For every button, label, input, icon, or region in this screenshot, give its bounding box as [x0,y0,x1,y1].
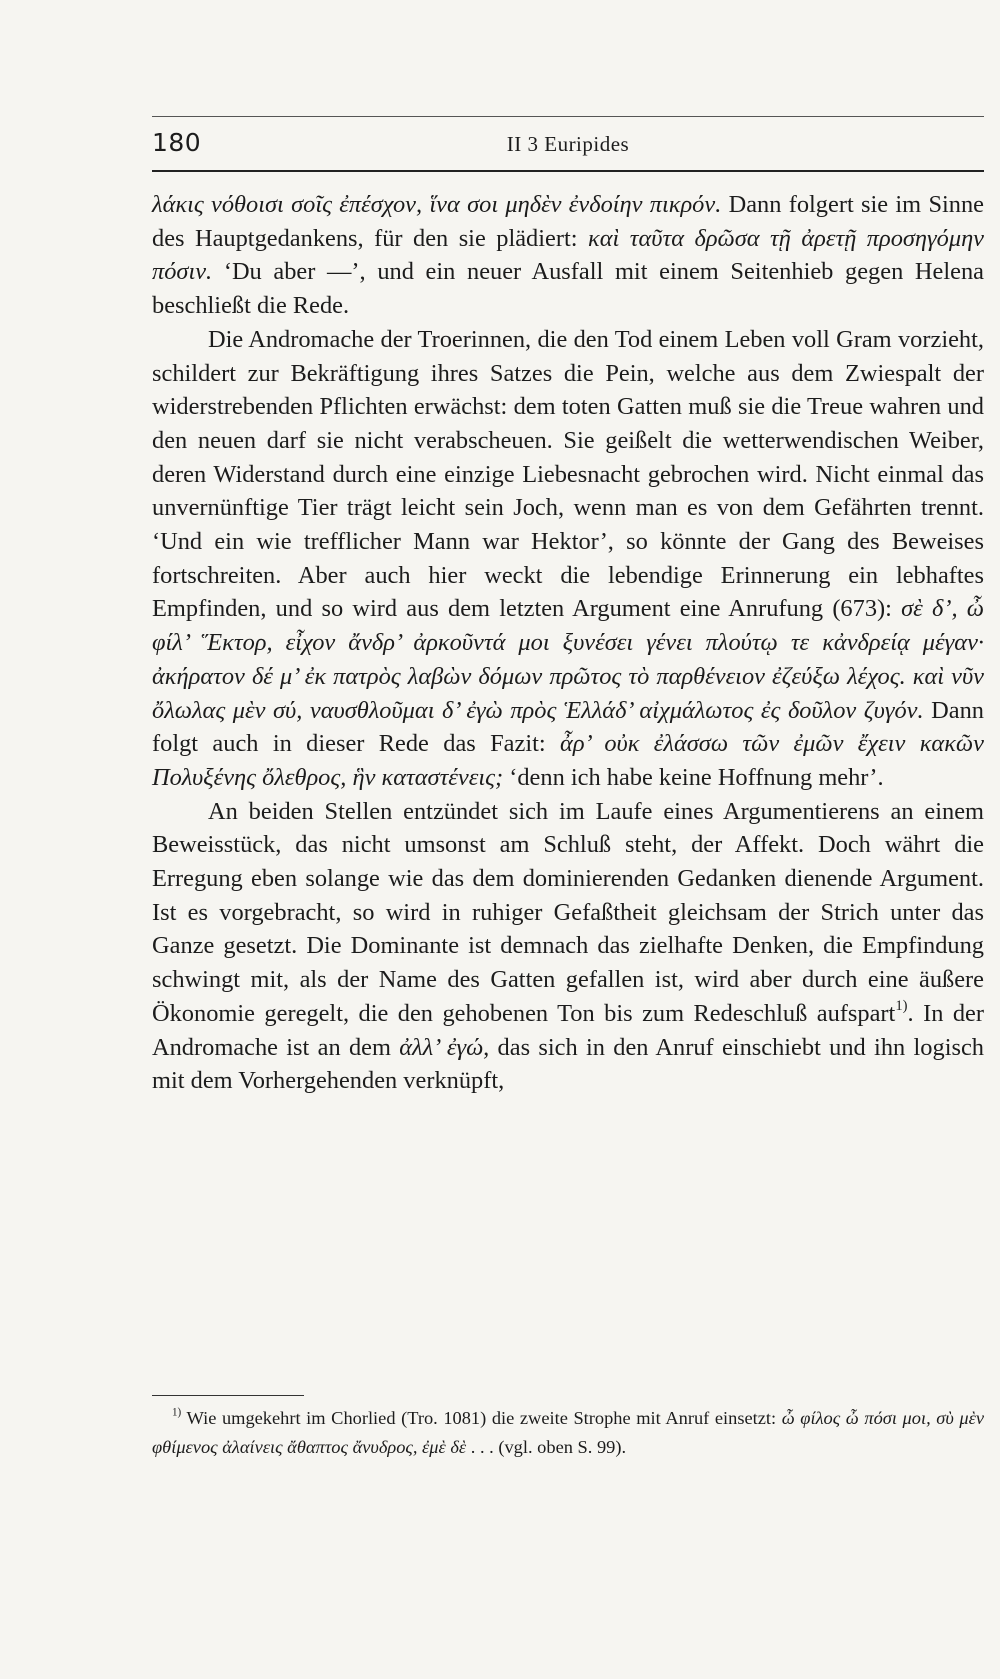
paragraph-2 [152,323,984,795]
text-run: . . . (vgl. oben S. 99). [466,1437,627,1457]
footnote [152,1404,984,1462]
top-rule [152,116,984,117]
footnote-1 [152,1404,984,1462]
greek-quote: σὲ δ’, ὦ φίλ’ Ἕκτορ, εἶχον ἄνδρ’ ἀρκοῦντά μοι ξυνέσει γένει πλούτῳ τε κἀνδρείᾳ μέγαν· ἀκήρατον δέ μ’ ἐκ πατρὸς λαβὼν δόμων πρῶτος τὸ παρθένειον ἐζεύξω λέχος. καὶ νῦν ὄλωλας μὲν σύ, ναυσθλοῦμαι δ’ ἐγὼ πρὸς Ἑλλάδ’ αἰχμάλωτος ἐς δοῦλον ζυγόν. [152,595,984,724]
body-text [152,188,984,1098]
text-run: Dann folgt auch in dieser Rede das Fazit: [152,696,984,758]
text-run: das sich in den Anruf einschiebt und ihn logisch mit dem Vorhergehenden verknüpft, [152,1033,984,1095]
text-run: . In der Andromache ist an dem [152,999,984,1061]
text-run: ‘denn ich habe keine Hoffnung mehr’. [503,763,884,791]
greek-quote: ἀλλ’ ἐγώ, [399,1033,490,1061]
greek-quote: λάκις νόθοισι σοῖς ἐπέσχον, ἵνα σοι μηδὲν ἐνδοίην πικρόν. [152,191,722,218]
text-run: Wie umgekehrt im Chorlied (Tro. 1081) die zweite Strophe mit Anruf einsetzt: [181,1408,782,1428]
paragraph-1 [152,188,984,323]
page-header [152,128,984,168]
greek-quote: καὶ ταῦτα δρῶσα τῇ ἀρετῇ προσηγόμην πόσιν. [152,224,984,286]
footnote-marker: 1) [172,1406,182,1419]
page-number: 180 [152,128,202,157]
greek-quote: ὦ φίλος ὦ πόσι μοι, σὺ μὲν φθίμενος ἀλαίνεις ἄθαπτος ἄνυδρος, ἐμὲ δὲ [152,1408,985,1457]
footnote-rule [152,1395,304,1396]
running-head: II 3 Euripides [506,132,630,156]
header-rule [152,170,984,172]
text-run: An beiden Stellen entzündet sich im Laufe eines Argumentierens an einem Beweisstück, das nicht umsonst am Schluß steht, der Affekt. Doch währt die Erregung eben solange wie das dem dominierenden Gedanken dienende Argument. Ist es vorgebracht, so wird in ruhiger Gefaßtheit gleichsam der Strich unter das Ganze gesetzt. Die Dominante ist demnach das zielhafte Denken, die Empfindung schwingt mit, als der Name des Gatten gefallen ist, wird aber durch eine äußere Ökonomie geregelt, die den gehobenen Ton bis zum Redeschluß aufspart [152,797,984,1027]
paragraph-3 [152,795,984,1098]
footnote-reference[interactable]: 1) [895,997,908,1014]
text-run: ‘Du aber —’, und ein neuer Ausfall mit einem Seitenhieb gegen Helena beschließt die Rede. [152,258,984,320]
text-run: Die Andromache der Troerinnen, die den Tod einem Leben voll Gram vorzieht, schildert zur Bekräftigung ihres Satzes die Pein, welche aus dem Zwiespalt der widerstrebenden Pflichten erwächst: dem toten Gatten muß sie die Treue wahren und den neuen darf sie nicht verabscheuen. Sie geißelt die wetterwendischen Weiber, deren Widerstand durch eine einzige Liebesnacht gebrochen wird. Nicht einmal das unvernünftige Tier trägt leicht sein Joch, wenn man es von dem Gefährten trennt. ‘Und ein wie trefflicher Mann war Hektor’, so könnte der Gang des Beweises fortschreiten. Aber auch hier weckt die lebendige Erinnerung ein lebhaftes Empfinden, und so wird aus dem letzten Argument eine Anrufung (673): [152,325,984,623]
greek-quote: ἆρ’ οὐκ ἐλάσσω τῶν ἐμῶν ἔχειν κακῶν Πολυξένης ὄλεθρος, ἣν καταστένεις; [152,730,984,791]
text-run: Dann folgert sie im Sinne des Hauptgedankens, für den sie plädiert: [152,191,985,252]
